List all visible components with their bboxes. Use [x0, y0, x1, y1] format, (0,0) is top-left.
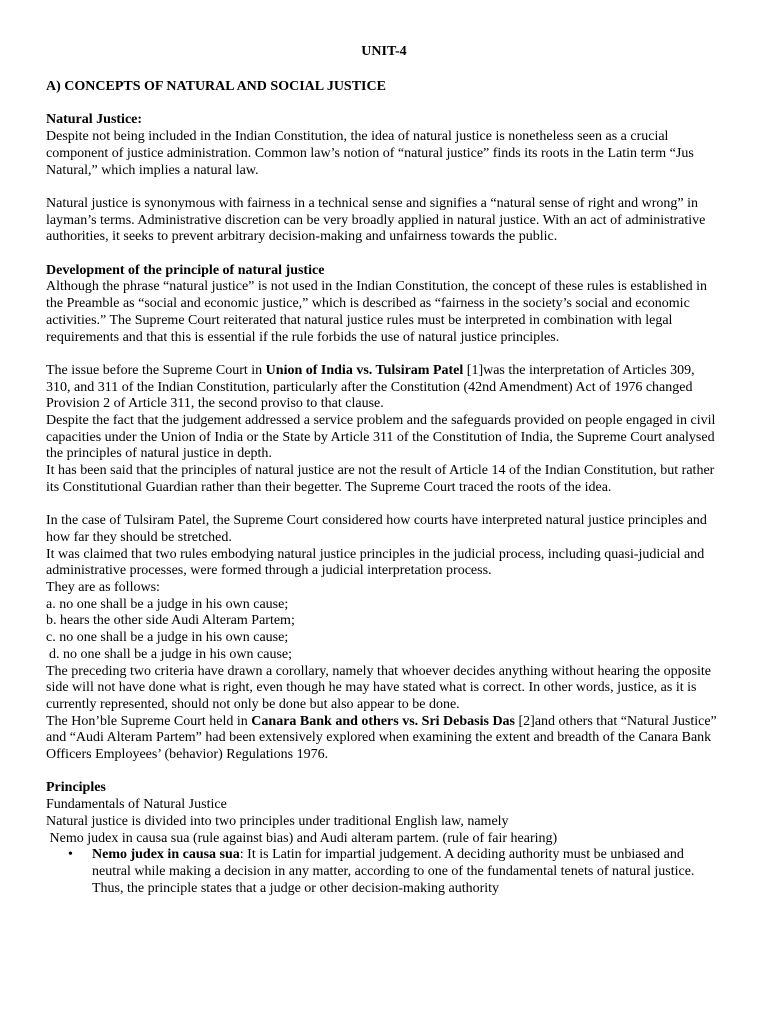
- principles-heading: Principles: [46, 780, 106, 796]
- principles-line-1: Fundamentals of Natural Justice: [46, 797, 227, 813]
- development-para-6: It was claimed that two rules embodying natural justice principles in the judicial process, including quasi-judicial and administrative processes, were formed through a judicial interpretation process.: [46, 546, 705, 579]
- development-para-5: In the case of Tulsiram Patel, the Supreme Court considered how courts have interpreted natural justice principles and how far they should be stretched.: [46, 513, 707, 545]
- bullet-item-nemo-judex: [68, 847, 722, 897]
- section-title: A) CONCEPTS OF NATURAL AND SOCIAL JUSTICE: [46, 78, 386, 94]
- bullet-term: Nemo judex in causa sua: [92, 847, 240, 863]
- list-intro: They are as follows:: [46, 580, 160, 596]
- development-para-3: Despite the fact that the judgement addressed a service problem and the safeguards provided on people engaged in civil capacities under the Union of India or the State by Article 311 of the Constitution of India, the Supreme Court analysed the principles of natural justice in depth.: [46, 413, 716, 462]
- unit-title: UNIT-4: [361, 44, 407, 59]
- principles-bullet-list: [46, 847, 722, 897]
- development-heading: Development of the principle of natural justice: [46, 262, 325, 278]
- natural-justice-para-2: Natural justice is synonymous with fairness in a technical sense and signifies a “natural sense of right and wrong” in layman’s terms. Administrative discretion can be very broadly applied in natural justice. With an act of administrative authorities, it seeks to prevent arbitrary decision-making and unfairness towards the public.: [46, 195, 706, 245]
- para-2-post: [1]was the interpretation of Articles 309, 310, and 311 of the Indian Constitution, particularly after the Constitution (42nd Amendment) Act of 1976 changed Provision 2 of Article 311, the second proviso to that clause.: [46, 362, 695, 412]
- natural-justice-heading: Natural Justice:: [46, 112, 143, 128]
- bullet-icon: •: [68, 847, 73, 863]
- principles-line-3: Nemo judex in causa sua (rule against bias) and Audi alteram partem. (rule of fair hearing): [46, 830, 558, 846]
- case-name-canara-bank: Canara Bank and others vs. Sri Debasis Das: [251, 713, 516, 729]
- principles-line-2: Natural justice is divided into two principles under traditional English law, namely: [46, 813, 509, 829]
- para-8-pre: The Hon’ble Supreme Court held in: [46, 713, 252, 729]
- case-name-tulsiram: Union of India vs. Tulsiram Patel: [265, 362, 464, 378]
- list-item: a. no one shall be a judge in his own cause;: [46, 596, 289, 612]
- para-8-post: [2]and others that “Natural Justice” and “Audi Alteram Partem” had been extensively explored when examining the extent and breadth of the Canara Bank Officers Employees’ (behavior) Regulations 1976.: [46, 713, 717, 763]
- development-para-4: It has been said that the principles of natural justice are not the result of Article 14 of the Indian Constitution, but rather its Constitutional Guardian rather than their begetter. The Supreme Court traced the roots of the idea.: [46, 463, 715, 495]
- development-para-2: [46, 363, 722, 413]
- para-2-pre: The issue before the Supreme Court in: [46, 362, 266, 378]
- list-item: b. hears the other side Audi Alteram Partem;: [46, 613, 295, 629]
- development-para-7: The preceding two criteria have drawn a corollary, namely that whoever decides anything without hearing the opposite side will not have done what is right, even though he may have stated what is correct. In other words, justice, as it is currently represented, should not only be done but also appear to be done.: [46, 663, 712, 712]
- list-item: d. no one shall be a judge in his own cause;: [49, 646, 293, 662]
- development-para-8: [46, 714, 722, 764]
- bullet-text: : It is Latin for impartial judgement. A deciding authority must be unbiased and neutral while making a decision in any matter, according to one of the fundamental tenets of natural justice. Thus, the principle states that a judge or other decision-making authority: [92, 847, 695, 896]
- list-item: c. no one shall be a judge in his own cause;: [46, 630, 289, 646]
- development-para-1: Although the phrase “natural justice” is not used in the Indian Constitution, the concept of these rules is established in the Preamble as “social and economic justice,” which is described as “fairness in the society’s social and economic activities.” The Supreme Court reiterated that natural justice rules must be interpreted in combination with legal requirements and that this is essential if the rule forbids the use of natural justice principles.: [46, 279, 707, 345]
- natural-justice-para-1: Despite not being included in the Indian Constitution, the idea of natural justice is nonetheless seen as a crucial component of justice administration. Common law’s notion of “natural justice” finds its roots in the Latin term “Jus Natural,” which implies a natural law.: [46, 129, 694, 178]
